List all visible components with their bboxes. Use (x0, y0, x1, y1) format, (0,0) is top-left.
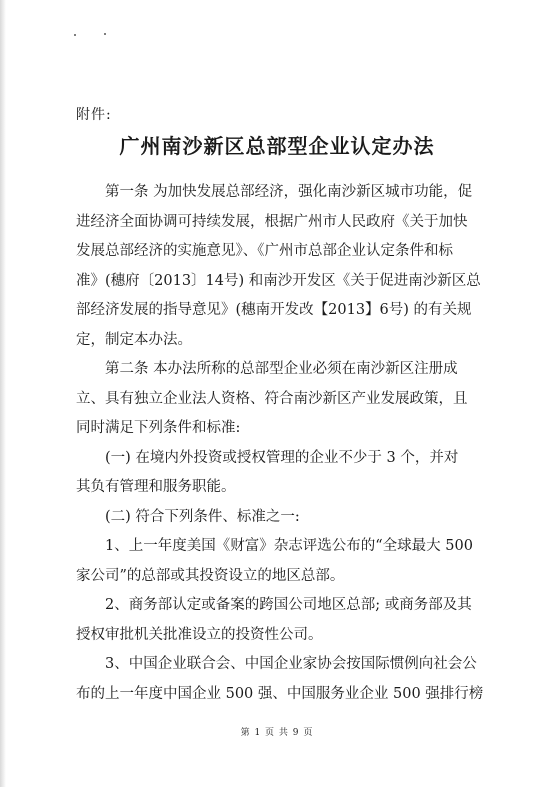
paragraph-line: 部经济发展的指导意见》(穗南开发改【2013】6号) 的有关规 (76, 302, 472, 318)
paragraph-line: 其负有管理和服务职能。 (76, 479, 236, 495)
paragraph-line: 2、商务部认定或备案的跨国公司地区总部; 或商务部及其 (105, 597, 472, 613)
paragraph-line: (二) 符合下列条件、标准之一: (105, 508, 300, 525)
paragraph-line: 第二条 本办法所称的总部型企业必须在南沙新区注册成 (105, 361, 458, 377)
scan-speck (104, 33, 106, 35)
paragraph-line: (一) 在境内外投资或授权管理的企业不少于 3 个，并对 (105, 449, 459, 466)
paragraph-line: 布的上一年度中国企业 500 强、中国服务业企业 500 强排行榜 (76, 685, 484, 702)
paragraph-line: 家公司”的总部或其投资设立的地区总部。 (76, 567, 345, 584)
document-title: 广州南沙新区总部型企业认定办法 (119, 134, 435, 158)
paragraph-line: 第一条 为加快发展总部经济，强化南沙新区城市功能，促 (105, 184, 473, 200)
scan-speck (74, 34, 76, 36)
page-number: 第 1 页 共 9 页 (240, 728, 314, 738)
paragraph-line: 定，制定本办法。 (76, 331, 192, 348)
paragraph-line: 进经济全面协调可持续发展，根据广州市人民政府《关于加快 (76, 213, 468, 230)
paragraph-line: 准》(穗府〔2013〕14号) 和南沙开发区《关于促进南沙新区总 (76, 272, 481, 289)
paragraph-line: 3、中国企业联合会、中国企业家协会按国际惯例向社会公 (105, 656, 477, 672)
attachment-label: 附件: (76, 107, 112, 123)
scan-edge-shadow (0, 0, 6, 787)
paragraph-line: 立、具有独立企业法人资格、符合南沙新区产业发展政策，且 (76, 390, 468, 407)
paragraph-line: 授权审批机关批准设立的投资性公司。 (76, 626, 323, 643)
paragraph-line: 1、上一年度美国《财富》杂志评选公布的“全球最大 500 (105, 538, 473, 554)
paragraph-line: 同时满足下列条件和标准: (76, 420, 241, 436)
paragraph-line: 发展总部经济的实施意见》、《广州市总部企业认定条件和标 (76, 243, 453, 259)
document-body (76, 178, 484, 709)
